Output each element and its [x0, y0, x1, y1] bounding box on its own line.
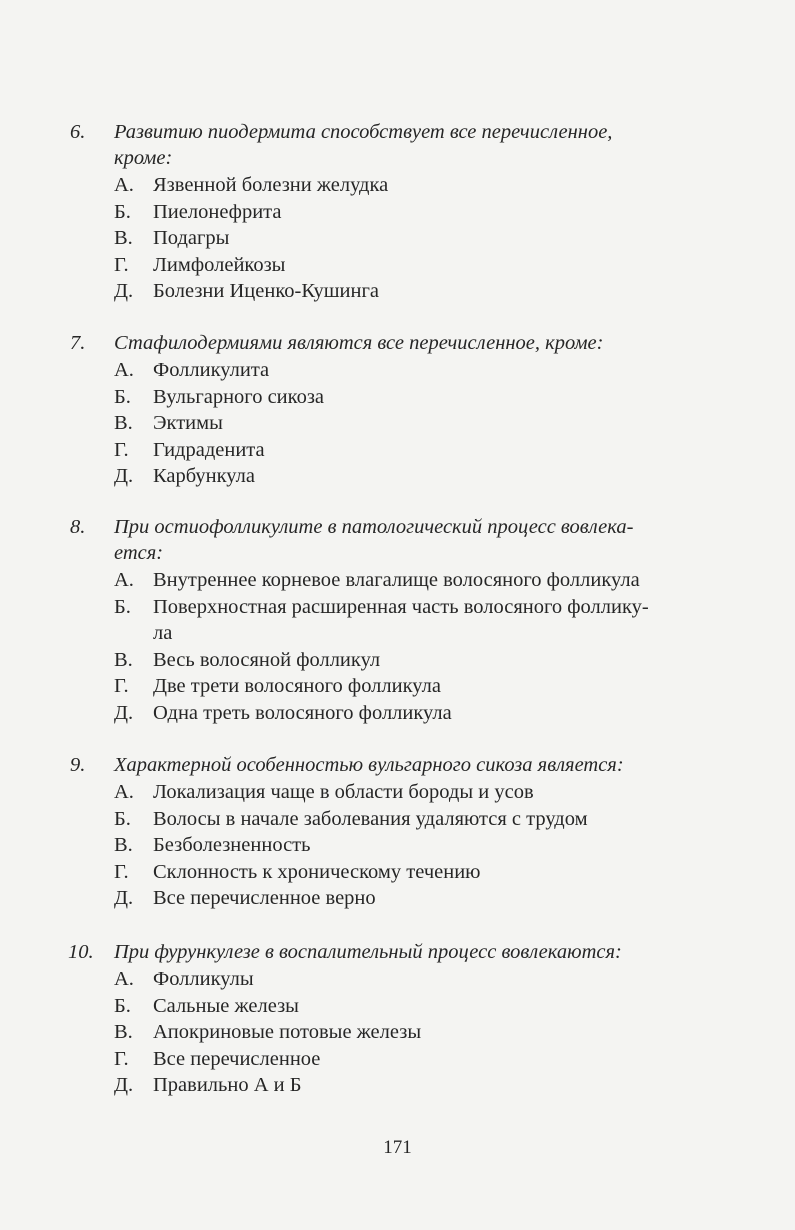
answer-option-g	[70, 673, 720, 700]
question-6	[70, 119, 720, 305]
question-9	[70, 752, 720, 912]
question-text-line: Развитию пиодермита способствует все перечисленное,	[114, 121, 613, 143]
question-text-line: кроме:	[114, 147, 173, 169]
answer-option-a	[70, 966, 720, 993]
option-text: Лимфолейкозы	[153, 253, 286, 276]
option-text: Пиелонефрита	[153, 200, 282, 223]
question-prompt	[70, 119, 720, 171]
answer-options	[70, 567, 720, 727]
answer-option-b	[70, 806, 720, 833]
option-text: Волосы в начале заболевания удаляются с трудом	[153, 807, 588, 830]
question-number: 8.	[70, 516, 86, 538]
option-text-continuation: ла	[153, 622, 173, 645]
option-letter: Д.	[114, 465, 134, 488]
option-letter: Б.	[114, 595, 131, 618]
option-text: Все перечисленное	[153, 1047, 321, 1070]
question-text-line: Характерной особенностью вульгарного сикоза является:	[114, 754, 624, 776]
option-letter: А.	[114, 968, 134, 990]
question-number: 6.	[70, 121, 86, 143]
question-text-line: При фурункулезе в воспалительный процесс вовлекаются:	[114, 941, 622, 963]
answer-option-g	[70, 859, 720, 886]
answer-option-a	[70, 172, 720, 199]
question-text-line: При остиофолликулите в патологический процесс вовлека-	[114, 516, 634, 538]
option-letter: Б.	[114, 994, 131, 1017]
option-text: Фолликулита	[153, 359, 270, 381]
question-number: 7.	[70, 332, 86, 354]
answer-option-d	[70, 1072, 720, 1099]
option-letter: Д.	[114, 280, 134, 303]
answer-options	[70, 357, 720, 490]
answer-option-g	[70, 437, 720, 464]
option-text: Сальные железы	[153, 994, 299, 1017]
option-text: Гидраденита	[153, 438, 265, 461]
question-number: 10.	[68, 941, 94, 963]
option-letter: Г.	[114, 1047, 129, 1070]
question-7	[70, 330, 720, 490]
answer-option-v	[70, 1019, 720, 1046]
answer-option-d	[70, 278, 720, 305]
option-text: Правильно А и Б	[153, 1074, 302, 1097]
answer-option-a	[70, 567, 720, 594]
answer-option-d	[70, 463, 720, 490]
option-letter: В.	[114, 834, 133, 857]
option-text: Подагры	[153, 227, 230, 250]
answer-options	[70, 172, 720, 305]
option-text: Склонность к хроническому течению	[153, 860, 481, 883]
option-letter: А.	[114, 174, 134, 196]
option-letter: Б.	[114, 385, 131, 408]
option-text: Все перечисленное верно	[153, 887, 376, 910]
option-text: Апокриновые потовые железы	[153, 1021, 422, 1044]
question-text-line: Стафилодермиями являются все перечисленное, кроме:	[114, 332, 604, 354]
answer-option-b	[70, 594, 720, 647]
option-letter: Б.	[114, 807, 131, 830]
option-letter: А.	[114, 359, 134, 381]
answer-option-v	[70, 225, 720, 252]
answer-option-v	[70, 410, 720, 437]
question-10	[70, 939, 720, 1099]
option-letter: Д.	[114, 701, 134, 724]
option-text: Язвенной болезни желудка	[153, 174, 389, 196]
answer-option-b	[70, 993, 720, 1020]
option-text: Одна треть волосяного фолликула	[153, 701, 452, 724]
option-text: Эктимы	[153, 412, 223, 435]
answer-option-g	[70, 1046, 720, 1073]
answer-option-d	[70, 700, 720, 727]
answer-option-a	[70, 357, 720, 384]
answer-option-b	[70, 384, 720, 411]
option-text: Внутреннее корневое влагалище волосяного фолликула	[153, 569, 640, 591]
answer-option-v	[70, 647, 720, 674]
question-prompt	[70, 514, 720, 566]
answer-option-g	[70, 252, 720, 279]
option-letter: В.	[114, 227, 133, 250]
question-8	[70, 514, 720, 727]
option-text: Карбункула	[153, 465, 255, 488]
option-text: Две трети волосяного фолликула	[153, 675, 441, 698]
option-text: Весь волосяной фолликул	[153, 648, 381, 671]
option-letter: В.	[114, 1021, 133, 1044]
page-number: 171	[383, 1137, 412, 1158]
option-text: Локализация чаще в области бороды и усов	[153, 781, 534, 803]
option-letter: Б.	[114, 200, 131, 223]
option-letter: Д.	[114, 1074, 134, 1097]
option-letter: Г.	[114, 253, 129, 276]
option-text: Фолликулы	[153, 968, 254, 990]
option-letter: А.	[114, 569, 134, 591]
answer-option-b	[70, 199, 720, 226]
option-text: Безболезненность	[153, 834, 311, 857]
question-number: 9.	[70, 754, 86, 776]
option-letter: Д.	[114, 887, 134, 910]
question-text-line: ется:	[114, 542, 164, 564]
option-text: Болезни Иценко-Кушинга	[153, 280, 379, 303]
answer-option-v	[70, 832, 720, 859]
question-prompt	[70, 752, 720, 778]
option-letter: В.	[114, 648, 133, 671]
question-prompt	[70, 939, 720, 965]
option-text: Вульгарного сикоза	[153, 385, 325, 408]
answer-option-d	[70, 885, 720, 912]
question-prompt	[70, 330, 720, 356]
answer-option-a	[70, 779, 720, 806]
option-letter: Г.	[114, 860, 129, 883]
option-letter: А.	[114, 781, 134, 803]
option-letter: Г.	[114, 675, 129, 698]
option-letter: Г.	[114, 438, 129, 461]
option-text: Поверхностная расширенная часть волосяного фоллику-	[153, 595, 649, 618]
answer-options	[70, 779, 720, 912]
option-letter: В.	[114, 412, 133, 435]
answer-options	[70, 966, 720, 1099]
